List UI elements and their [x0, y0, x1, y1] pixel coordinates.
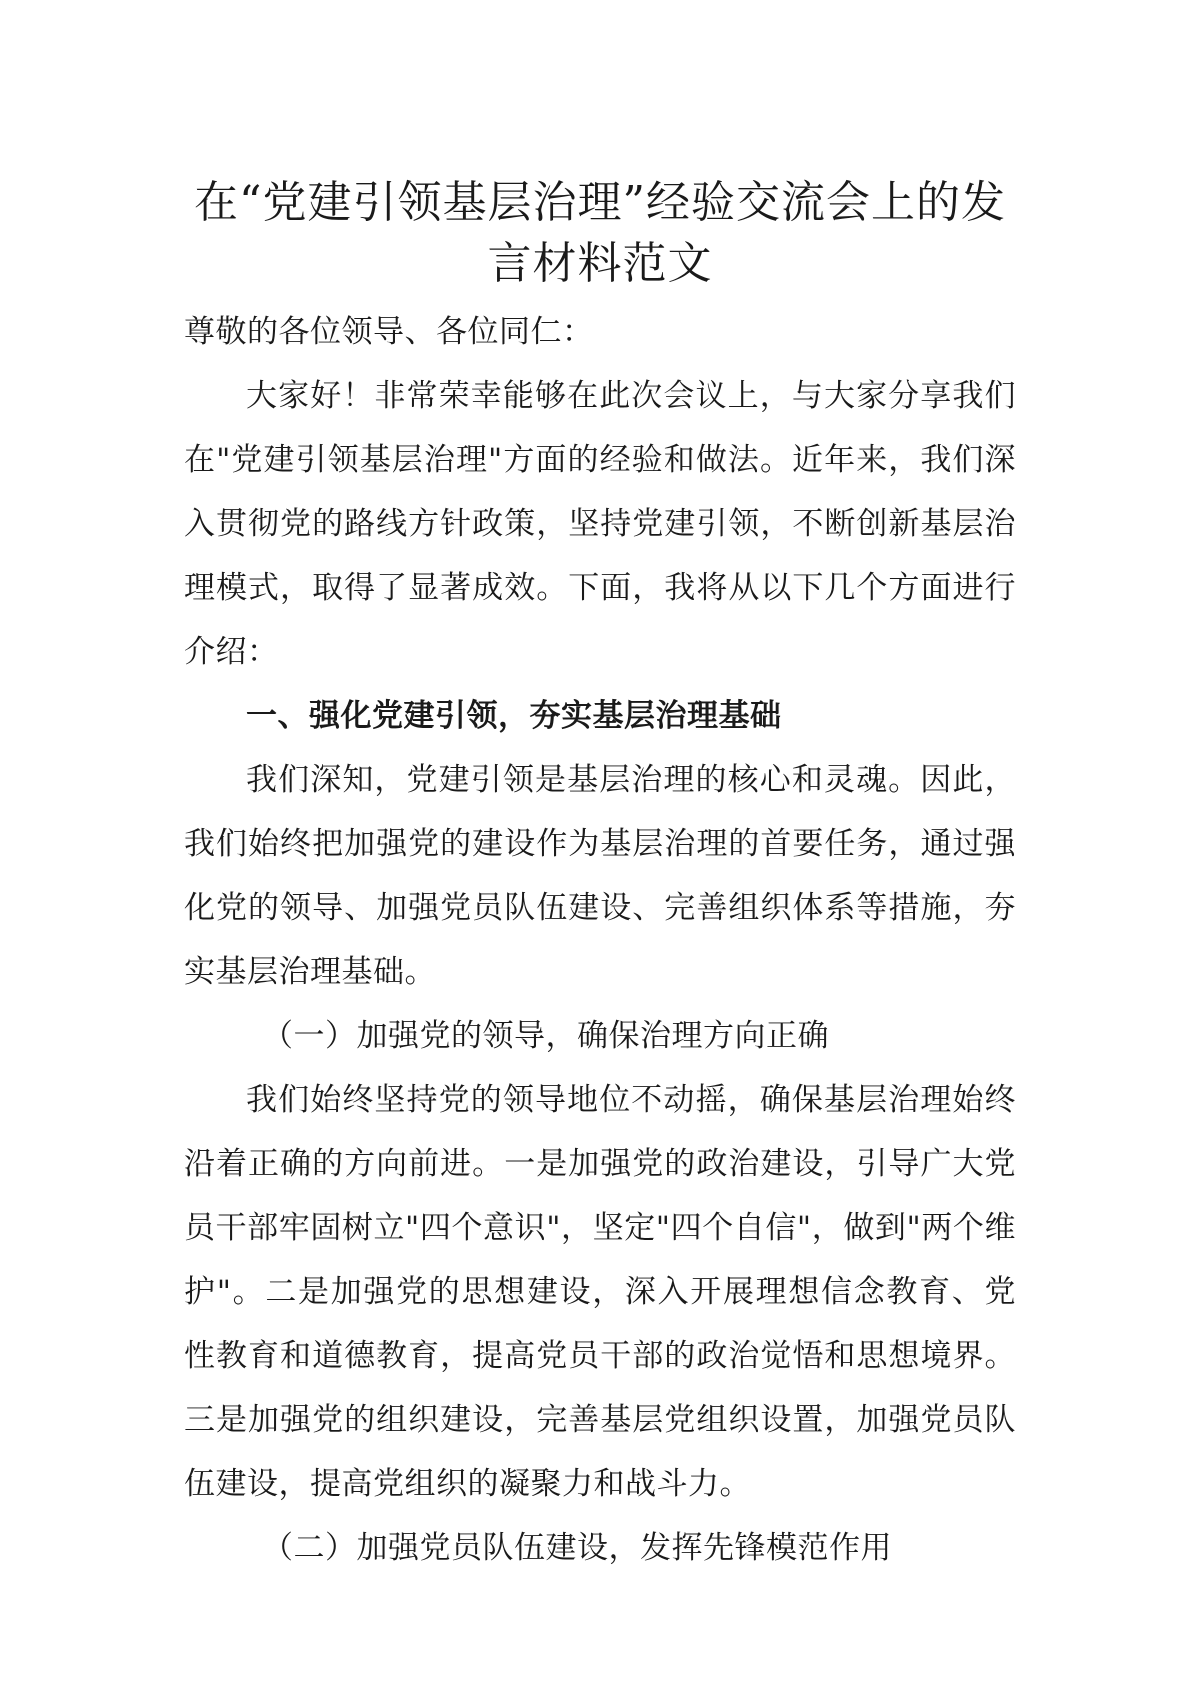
subsection-1-paragraph: 我们始终坚持党的领导地位不动摇，确保基层治理始终沿着正确的方向前进。一是加强党的政治建设，引导广大党员干部牢固树立"四个意识"，坚定"四个自信"，做到"两个维护"。二是加强党的思想建设，深入开展理想信念教育、党性教育和道德教育，提高党员干部的政治觉悟和思想境界。三是加强党的组织建设，完善基层党组织设置，加强党员队伍建设，提高党组织的凝聚力和战斗力。: [184, 1082, 1016, 1502]
subsection-2-heading: （二）加强党员队伍建设，发挥先锋模范作用: [262, 1530, 892, 1566]
subsection-1-heading: （一）加强党的领导，确保治理方向正确: [262, 1018, 829, 1054]
section-1-paragraph: 我们深知，党建引领是基层治理的核心和灵魂。因此，我们始终把加强党的建设作为基层治理的首要任务，通过强化党的领导、加强党员队伍建设、完善组织体系等措施，夯实基层治理基础。: [184, 762, 1016, 990]
intro-paragraph: 大家好！非常荣幸能够在此次会议上，与大家分享我们在"党建引领基层治理"方面的经验和做法。近年来，我们深入贯彻党的路线方针政策，坚持党建引领，不断创新基层治理模式，取得了显著成效。下面，我将从以下几个方面进行介绍：: [184, 378, 1016, 670]
document-title: 在“党建引领基层治理”经验交流会上的发言材料范文: [194, 177, 1006, 289]
document-content: [184, 172, 1016, 1580]
salutation: 尊敬的各位领导、各位同仁：: [184, 314, 594, 350]
section-1-heading: 一、强化党建引领，夯实基层治理基础: [246, 698, 782, 734]
